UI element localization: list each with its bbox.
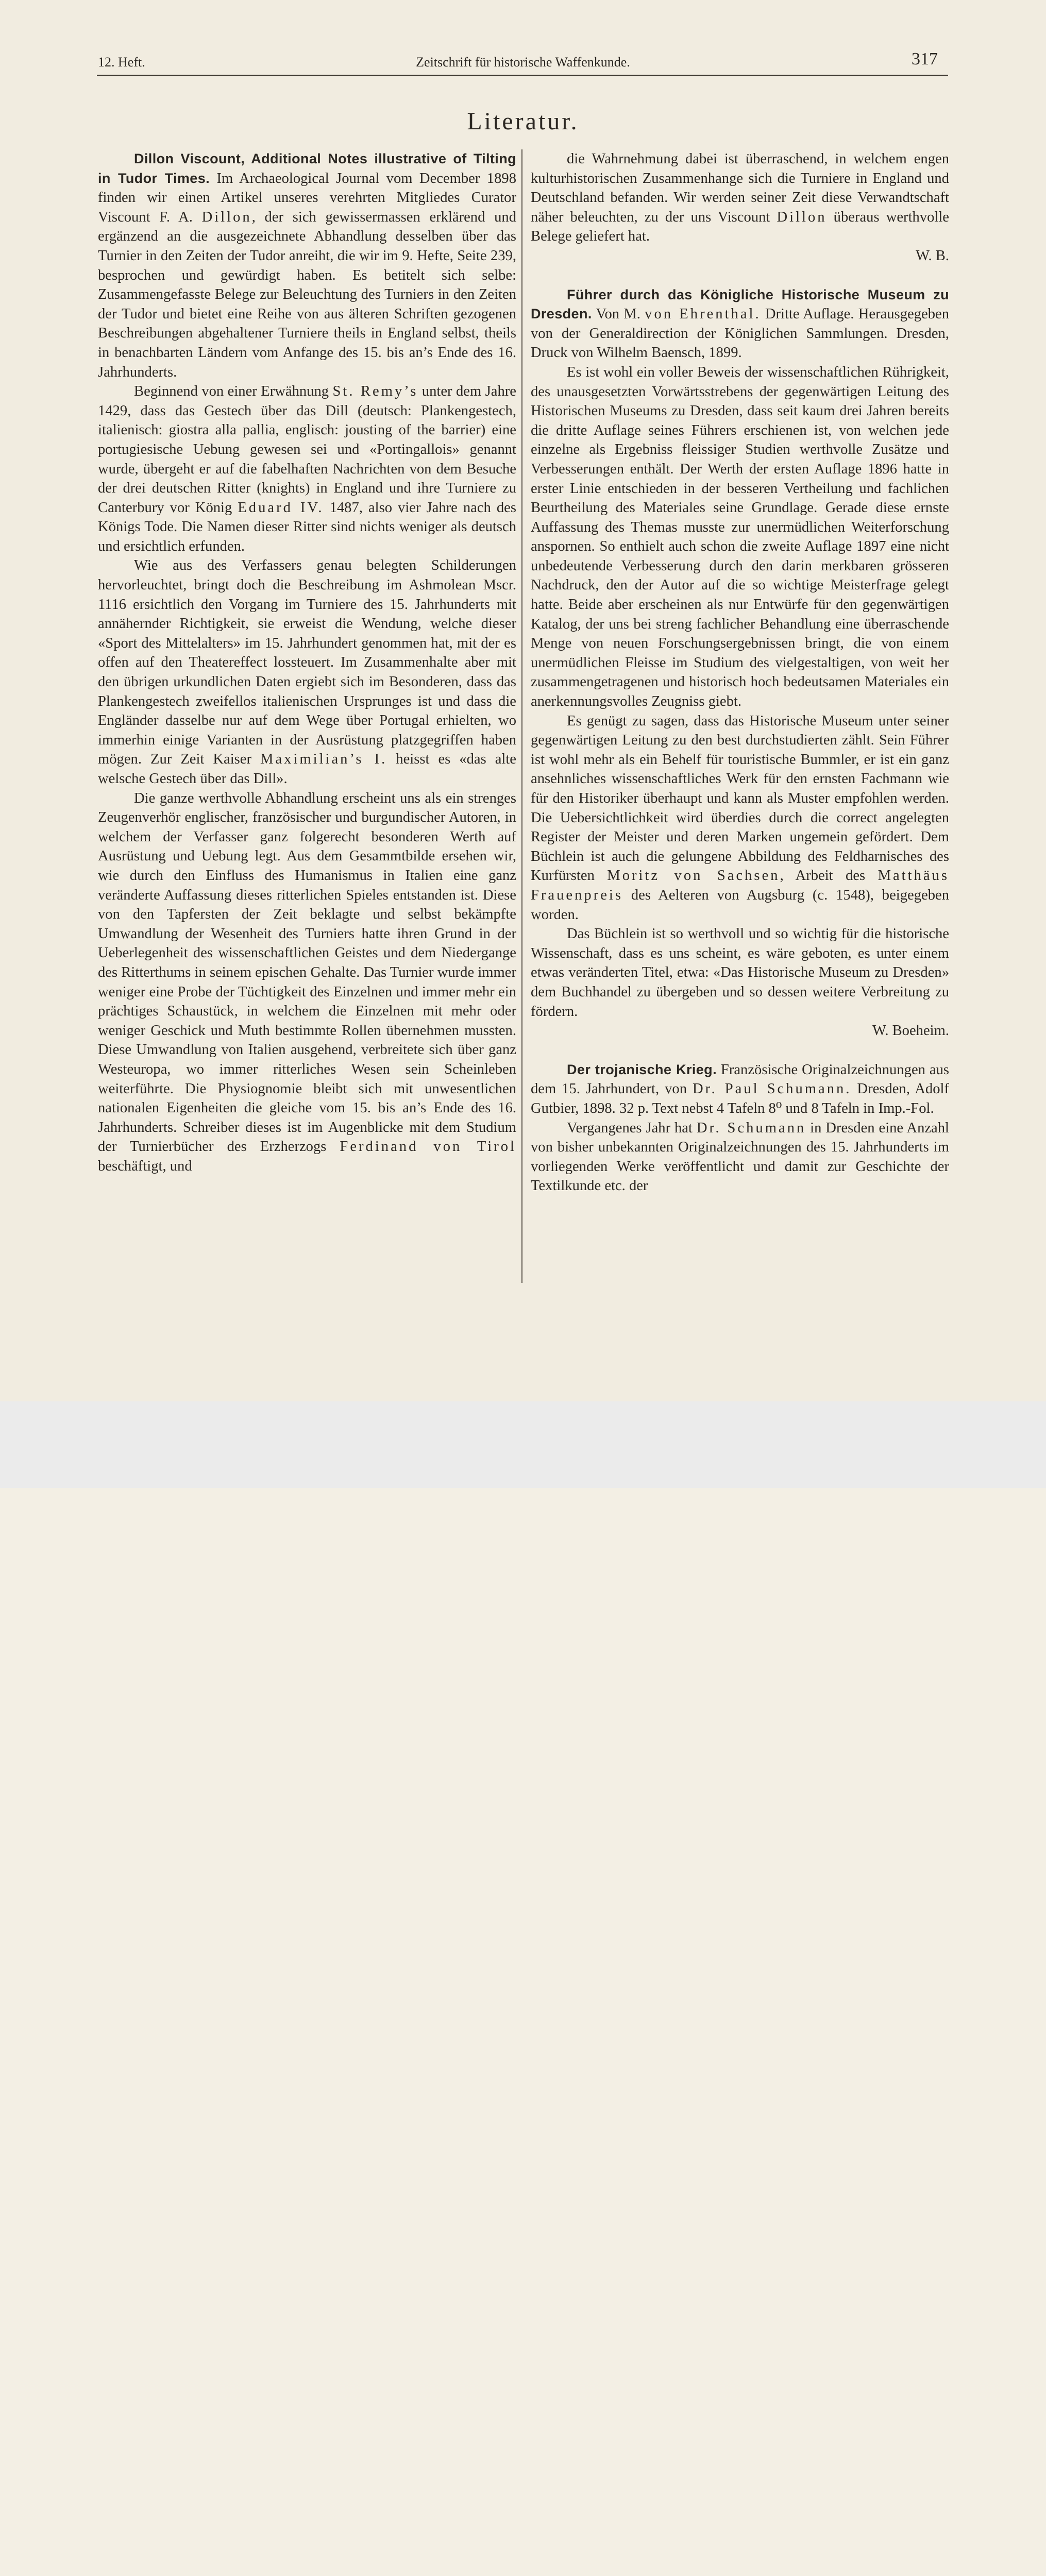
spaced-name: Dr. Schumann — [696, 1120, 806, 1136]
header-rule — [97, 75, 948, 76]
right-column — [531, 149, 949, 1196]
spaced-name: Eduard IV. — [238, 499, 324, 516]
paragraph: Beginnend von einer Erwähnung St. Remy’s unter dem Jahre 1429, dass das Gestech über das Dill (deutsch: Plankengestech, italienisch: giostra alla pallia, englisch: jousting of the barrier) eine portugiesische Uebung gewesen sei und «Portingallois» genannt wurde, übergeht er auf die fabelhaften Nachrichten von dem Besuche der drei deutschen Ritter (knights) in England und ihre Turniere zu Canterbury vor König Eduard IV. 1487, also vier Jahre nach des Königs Tode. Die Namen dieser Ritter sind nichts weniger als deutsch und ersichtlich erfunden. — [98, 383, 516, 554]
review-1-continuation — [531, 149, 949, 246]
paragraph: Es ist wohl ein voller Beweis der wissenschaftlichen Rührigkeit, des unausgesetzten Vorwärtsstrebens der gegenwärtigen Leitung des Historischen Museums zu Dresden, dass seit kaum drei Jahren bereits die dritte Auflage seines Führers erschienen ist, von welchen jede einzelne als Ergebniss fleissiger Studien werthvolle Zusätze und Verbesserungen enthält. Der Werth der ersten Auflage 1896 hatte in erster Linie entschieden in der besseren Vertheilung und fachlichen Beurtheilung des Materiales seine Grundlage. Gerade diese ernste Auffassung des Themas musste zur unermüdlichen Weiterforschung anspornen. So enthielt auch schon die zweite Auflage 1897 eine nicht unbedeutende Verbesserung durch den darin merkbaren grösseren Nachdruck, den der Autor auf die so wichtige Meisterfrage gelegt hatte. Beide aber erscheinen als nur Entwürfe für den gegenwärtigen Katalog, der uns bei streng fachlicher Behandlung eine überraschende Menge von neuen Forschungsergebnissen bringt, die von einem unermüdlichen Fleisse im Studium des vielgestaltigen, von weit her zusammengetragenen und historisch hoch bedeutsamen Materiales ein anerkennungsvolles Zeugniss giebt. — [531, 364, 949, 710]
signature-boeheim: W. Boeheim. — [872, 1023, 949, 1039]
running-header — [0, 49, 1046, 75]
spaced-name: Dillon — [777, 209, 827, 225]
page-number: 317 — [912, 49, 938, 69]
review-trojan-war — [531, 1060, 949, 1196]
paragraph: Führer durch das Königliche Historische Museum zu Dresden. Von M. von Ehrenthal. Dritte Auflage. Herausgegeben von der Generaldirection der Königlichen Sammlungen. Dresden, Druck von Wilhelm Baensch, 1899. — [531, 286, 949, 361]
paragraph: Es genügt zu sagen, dass das Historische Museum unter seiner gegenwärtigen Leitung zu den best durchstudierten zählt. Sein Führer ist wohl mehr als ein Behelf für touristische Bummler, er ist ein ganz ansehnliches wissenschaftliches Werk für den ernsten Fachmann wie für den Historiker überhaupt und kann als Muster empfohlen werden. Die Uebersichtlichkeit wird überdies durch die correct angelegten Register der Meister und deren Marken ungemein gefördert. Dem Büchlein ist auch die gelungene Abbildung des Feldharnisches des Kurfürsten Moritz von Sachsen, Arbeit des Matthäus Frauenpreis des Aelteren von Augsburg (c. 1548), beigegeben worden. — [531, 713, 949, 923]
paragraph: Dillon Viscount, Additional Notes illustrative of Tilting in Tudor Times. Im Archaeological Journal vom December 1898 finden wir einen Artikel unseres verehrten Mitgliedes Curator Viscount F. A. Dillon, der sich gewissermassen erklärend und ergänzend an die ausgezeichnete Abhandlung desselben über das Turnier in den Zeiten der Tudor anreiht, die wir im 9. Hefte, Seite 239, besprochen und gewürdigt haben. Es betitelt sich selbe: Zusammengefasste Belege zur Beleuchtung des Turniers in den Zeiten der Tudor und bietet eine Reihe von aus älteren Schriften gezogenen Beschreibungen abgehaltener Turniere theils in England selbst, theils in benachbarten Ländern vom Anfange des 15. bis an’s Ende des 16. Jahrhunderts. — [98, 151, 516, 380]
spaced-name: Dr. Paul Schumann. — [693, 1081, 852, 1097]
paragraph: Vergangenes Jahr hat Dr. Schumann in Dresden eine Anzahl von bisher unbekannten Originalzeichnungen des 15. Jahrhunderts im vorliegenden Werke veröffentlicht und damit zur Geschichte der Textilkunde etc. der — [531, 1120, 949, 1194]
review-heading: Dillon Viscount, Additional Notes illustrative of Tilting in Tudor Times. — [98, 151, 516, 186]
spaced-name: von Ehrenthal. — [645, 306, 761, 323]
spaced-name: Ferdinand von Tirol — [340, 1139, 516, 1155]
journal-title: Zeitschrift für historische Waffenkunde. — [416, 55, 630, 70]
review-heading: Führer durch das Königliche Historische Museum zu Dresden. — [531, 286, 949, 322]
paragraph: die Wahrnehmung dabei ist überraschend, in welchem engen kulturhistorischen Zusammenhange sich die Turniere in England und Deutschland befanden. Wir werden seiner Zeit diese Verwandtschaft näher beleuchten, zu der uns Viscount Dillon überaus werthvolle Belege geliefert hat. — [531, 151, 949, 245]
signature-wb: W. B. — [916, 247, 949, 264]
paragraph: Das Büchlein ist so werthvoll und so wichtig für die historische Wissenschaft, dass es uns scheint, es wäre geboten, es unter einem etwas veränderten Titel, etwa: «Das Historische Museum zu Dresden» dem Buchhandel zu übergeben und so dessen weitere Verbreitung zu fördern. — [531, 926, 949, 1020]
left-column — [98, 149, 516, 1176]
spaced-name: Maximilian’s I. — [260, 751, 387, 768]
spaced-name: Matthäus Frauenpreis — [531, 868, 949, 903]
column-divider — [521, 149, 522, 1283]
spaced-name: St. Remy’s — [332, 383, 418, 400]
issue-label: 12. Heft. — [98, 55, 145, 70]
section-title: Literatur. — [467, 108, 579, 135]
review-heading: Der trojanische Krieg. — [567, 1061, 717, 1077]
spaced-name: Dillon — [201, 209, 252, 225]
paragraph: Wie aus des Verfassers genau belegten Schilderungen hervorleuchtet, bringt doch die Beschreibung im Ashmolean Mscr. 1116 ersichtlich den Vorgang im Turniere des 15. Jahrhunderts mit annähernder Richtigkeit, sie erweist die Wendung, welche dieser «Sport des Mittelalters» im 15. Jahrhundert genommen hat, mit der es offen auf den Theatereffect lossteuert. Im Zusammenhalte aber mit den übrigen urkundlichen Daten ergiebt sich im Besonderen, dass das Plankengestech zweifellos italienischen Ursprunges ist und dass die Engländer dasselbe nur auf dem Wege über Portugal erhielten, wo immerhin einige Varianten in der Ausrüstung platzgegriffen haben mögen. Zur Zeit Kaiser Maximilian’s I. heisst es «das alte welsche Gestech über das Dill». — [98, 557, 516, 787]
spaced-name: Moritz von Sachsen — [607, 868, 780, 884]
paragraph: Die ganze werthvolle Abhandlung erscheint uns als ein strenges Zeugenverhör englischer, französischer und burgundischer Autoren, in welchem der Verfasser ganz folgerecht besonderen Werth auf Ausrüstung und Uebung legt. Aus dem Gesammtbilde ersehen wir, wie durch den Einfluss des Humanismus in Italien eine ganz veränderte Auffassung dieses ritterlichen Spieles entstanden ist. Diese von den Tapfersten der Zeit beklagte und selbst bekämpfte Umwandlung der Wesenheit des Turniers hatte ihren Grund in der Ueberlegenheit des wissenschaftlichen Geistes und dem Niedergange des Ritterthums in seinem epischen Gehalte. Das Turnier wurde immer weniger eine Probe der Tüchtigkeit des Einzelnen und immer mehr ein prächtiges Schaustück, in welchem die Einzelnen mit mehr oder weniger Geschick und Muth bestimmte Rollen übernehmen mussten. Diese Umwandlung von Italien ausgehend, verbreitete sich über ganz Westeuropa, wo immer ritterliches Wesen sein Scheinleben weiterführte. Die Physiognomie bleibt sich mit unwesentlichen nationalen Eigenheiten die gleiche vom 15. bis an’s Ende des 16. Jahrhunderts. Schreiber dieses ist im Augenblicke mit dem Studium der Turnierbücher des Erzherzogs Ferdinand von Tirol beschäftigt, und — [98, 790, 516, 1174]
left-column-text — [98, 149, 516, 1176]
paragraph: Der trojanische Krieg. Französische Originalzeichnungen aus dem 15. Jahrhundert, von Dr. Paul Schumann. Dresden, Adolf Gutbier, 1898. 32 p. Text nebst 4 Tafeln 8⁰ und 8 Tafeln in Imp.-Fol. — [531, 1061, 949, 1116]
viewer-footer — [0, 1401, 1046, 1488]
review-dresden-museum — [531, 285, 949, 1022]
